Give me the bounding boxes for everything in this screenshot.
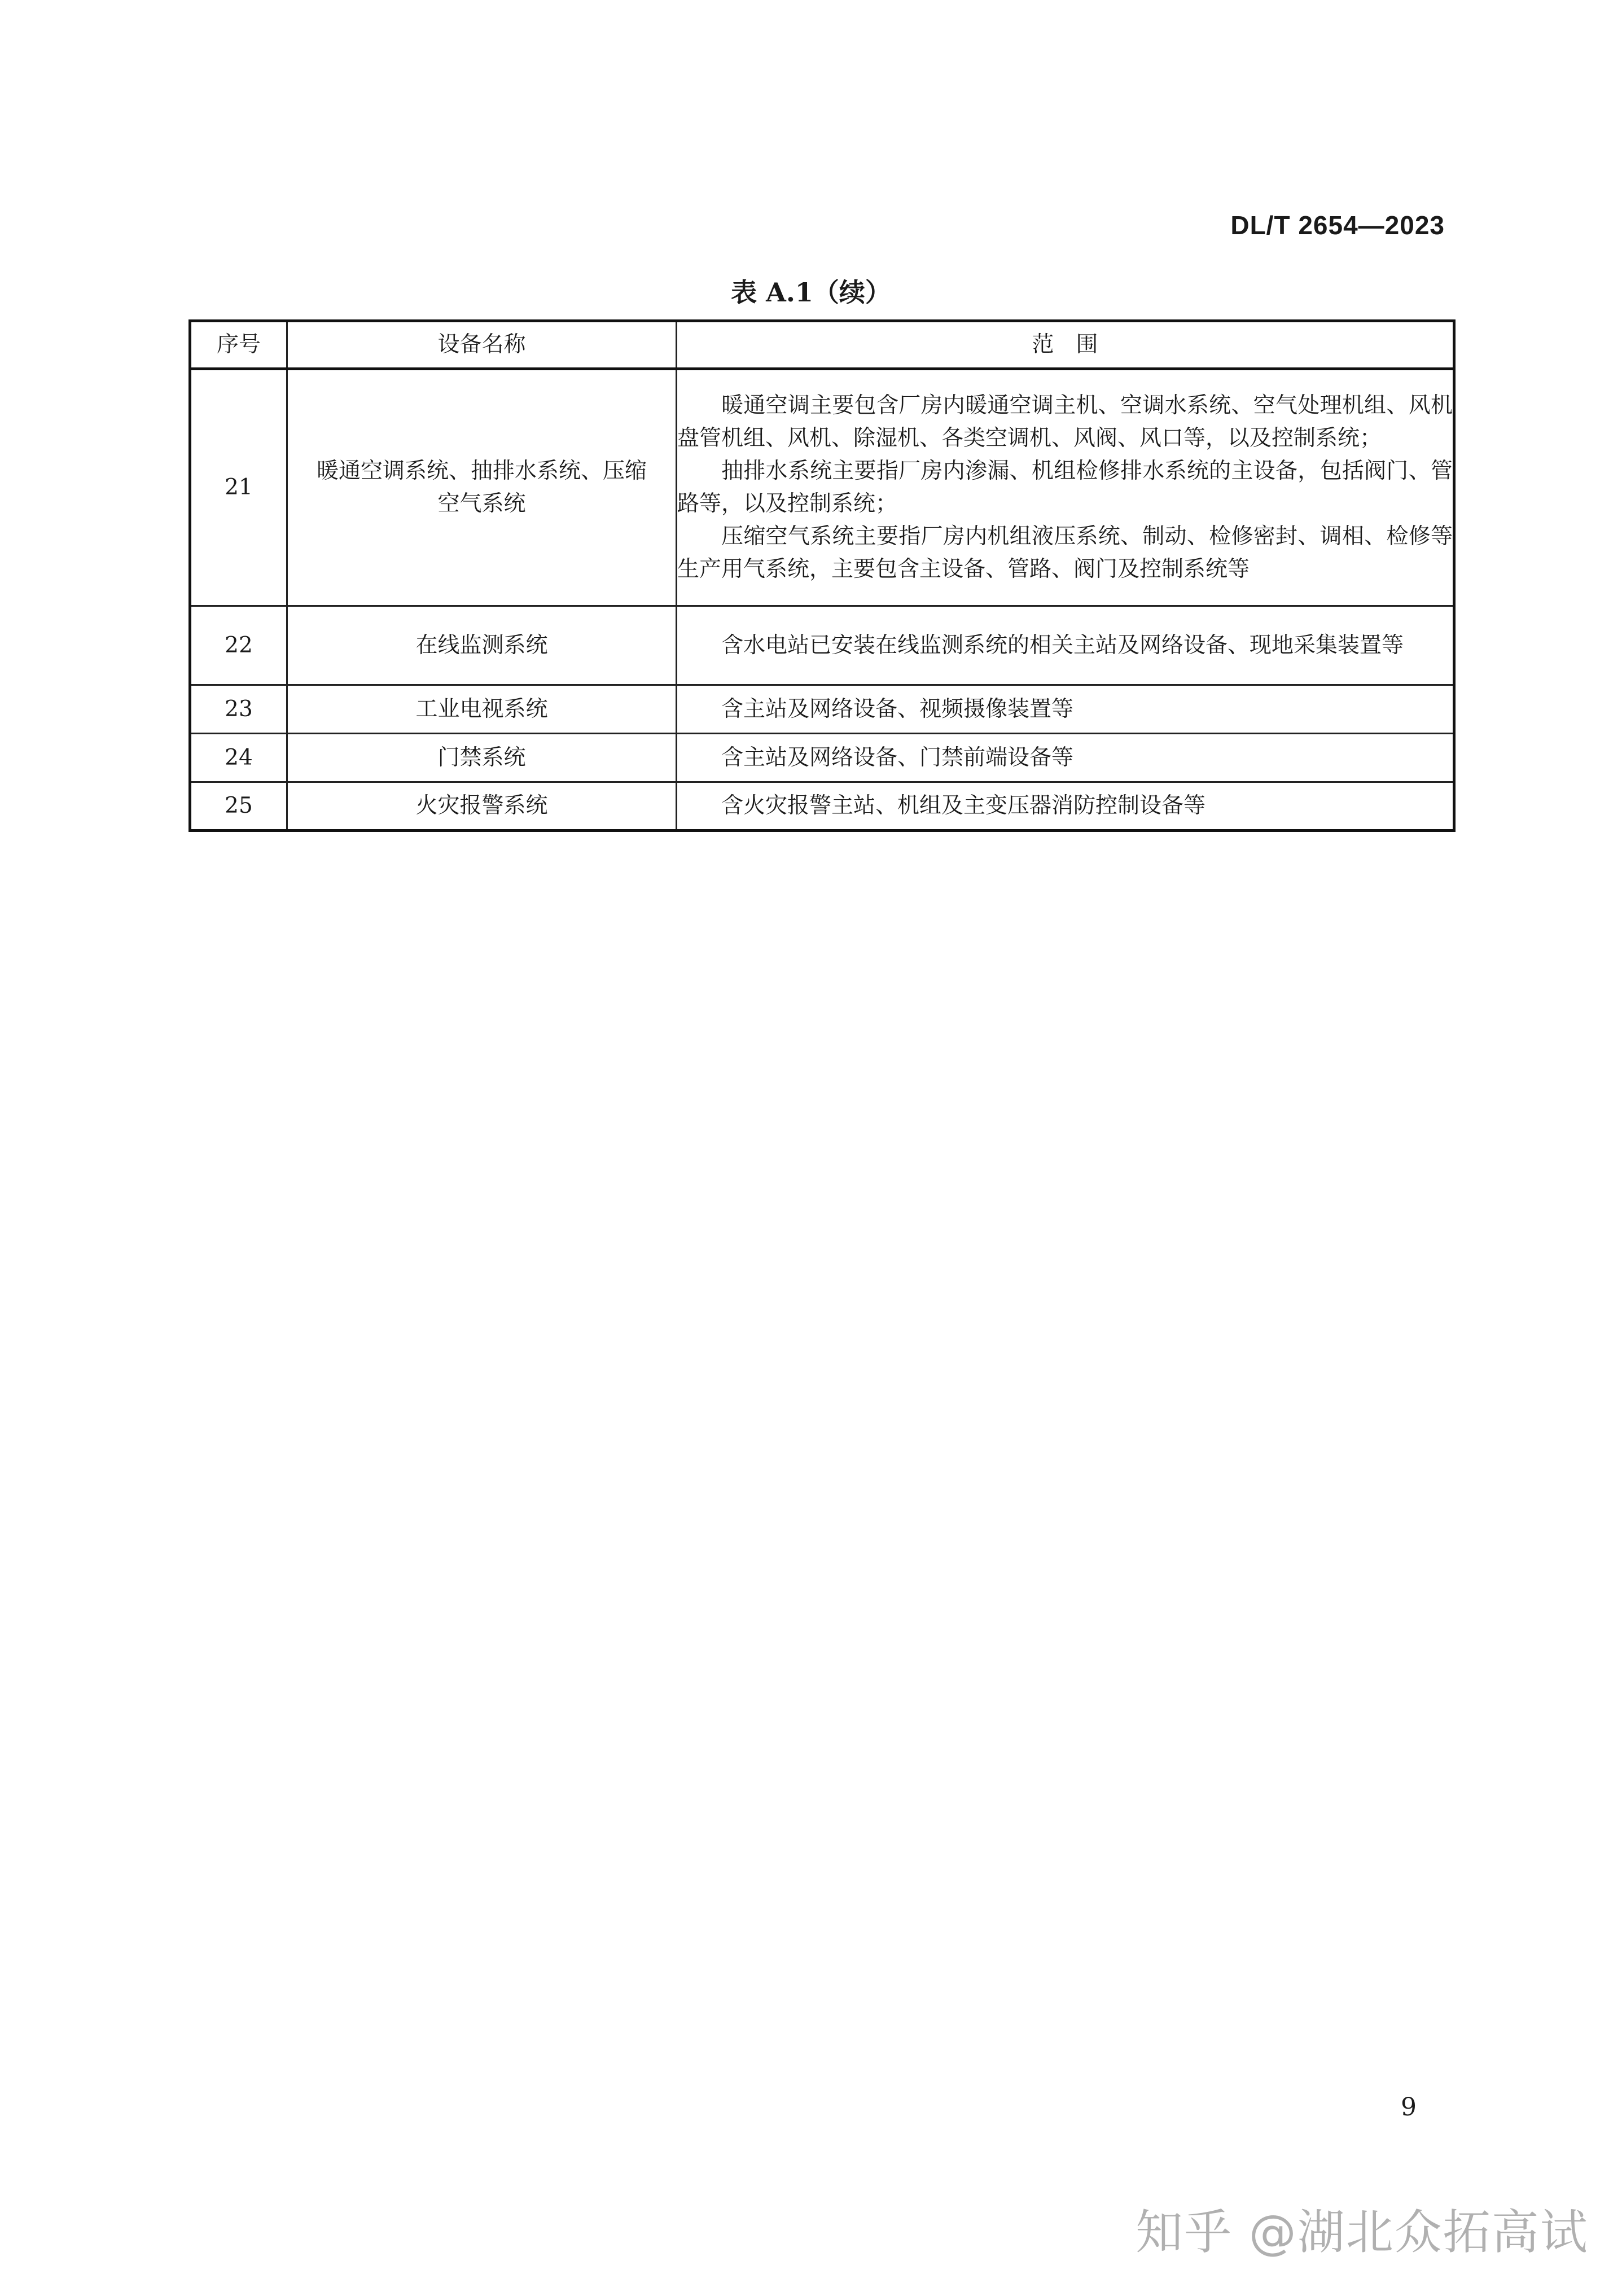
equipment-name: 门禁系统 — [287, 734, 677, 782]
scope-text: 抽排水系统主要指厂房内渗漏、机组检修排水系统的主设备，包括阀门、管路等，以及控制系统； — [677, 458, 1453, 516]
scope-text: 含主站及网络设备、视频摄像装置等 — [721, 696, 1074, 722]
table-row — [190, 369, 1454, 606]
table-title: 表 A.1（续） — [731, 277, 891, 308]
equipment-scope-table — [188, 319, 1456, 832]
table-row — [190, 782, 1454, 831]
scope-cell — [677, 369, 1454, 606]
row-number: 22 — [190, 606, 287, 685]
scope-text: 压缩空气系统主要指厂房内机组液压系统、制动、检修密封、调相、检修等生产用气系统，主要包含主设备、管路、阀门及控制系统等 — [677, 524, 1453, 582]
page-number: 9 — [1401, 2093, 1417, 2122]
row-number: 25 — [190, 782, 287, 831]
table-row — [190, 685, 1454, 734]
scope-text: 暖通空调主要包含厂房内暖通空调主机、空调水系统、空气处理机组、风机盘管机组、风机、除湿机、各类空调机、风阀、风口等，以及控制系统； — [677, 393, 1453, 451]
row-number: 23 — [190, 685, 287, 734]
scope-cell — [677, 685, 1454, 734]
column-header-scope: 范 围 — [677, 321, 1454, 369]
scope-text: 含火灾报警主站、机组及主变压器消防控制设备等 — [721, 793, 1206, 818]
standard-code: DL/T 2654—2023 — [1230, 211, 1445, 240]
table-header-row — [190, 321, 1454, 369]
table-row — [190, 734, 1454, 782]
scope-cell — [677, 782, 1454, 831]
table-row — [190, 606, 1454, 685]
watermark: 知乎 @湖北众拓高试 — [1136, 2205, 1589, 2260]
scope-text: 含主站及网络设备、门禁前端设备等 — [721, 744, 1074, 770]
equipment-name: 在线监测系统 — [287, 606, 677, 685]
column-header-number: 序号 — [190, 321, 287, 369]
equipment-name: 工业电视系统 — [287, 685, 677, 734]
row-number: 24 — [190, 734, 287, 782]
row-number: 21 — [190, 369, 287, 606]
equipment-name: 暖通空调系统、抽排水系统、压缩空气系统 — [287, 369, 677, 606]
column-header-equipment-name: 设备名称 — [287, 321, 677, 369]
equipment-name: 火灾报警系统 — [287, 782, 677, 831]
scope-text: 含水电站已安装在线监测系统的相关主站及网络设备、现地采集装置等 — [721, 632, 1404, 658]
scope-cell — [677, 734, 1454, 782]
scope-cell — [677, 606, 1454, 685]
